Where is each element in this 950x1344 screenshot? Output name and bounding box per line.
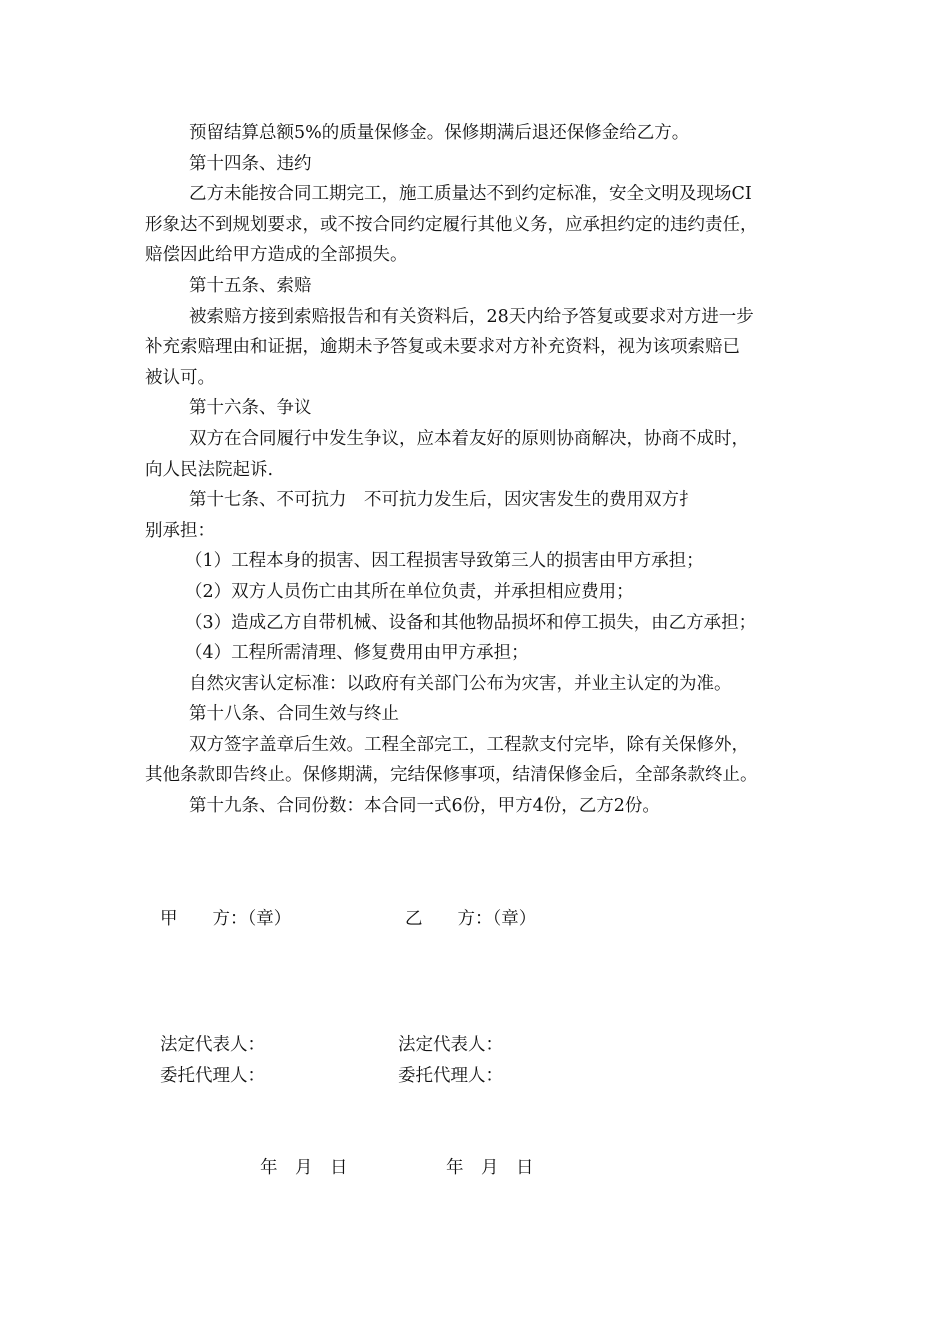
paragraph-line: 补充索赔理由和证据，逾期未予答复或未要求对方补充资料，视为该项索赔已 xyxy=(145,337,740,358)
paragraph-line: 双方签字盖章后生效。工程全部完工，工程款支付完毕，除有关保修外， xyxy=(189,734,749,755)
paragraph-line: 赔偿因此给甲方造成的全部损失。 xyxy=(145,245,408,266)
paragraph-line: 其他条款即告终止。保修期满，完结保修事项，结清保修金后，全部条款终止。 xyxy=(145,765,758,786)
list-item: （4）工程所需清理、修复费用由甲方承担； xyxy=(185,643,529,664)
paragraph-line: 自然灾害认定标准：以政府有关部门公布为灾害，并业主认定的为准。 xyxy=(189,673,732,694)
paragraph-line: 被索赔方接到索赔报告和有关资料后，28天内给予答复或要求对方进一步 xyxy=(189,306,754,327)
paragraph-line: 乙方未能按合同工期完工，施工质量达不到约定标准，安全文明及现场CI xyxy=(189,184,752,205)
list-item: （2）双方人员伤亡由其所在单位负责，并承担相应费用； xyxy=(185,581,634,602)
article-14-heading: 第十四条、违约 xyxy=(189,153,312,174)
paragraph-line: 被认可。 xyxy=(145,367,215,388)
article-18-heading: 第十八条、合同生效与终止 xyxy=(189,704,399,725)
party-b-authorized-agent: 委托代理人： xyxy=(398,1066,503,1086)
paragraph-line: 形象达不到规划要求，或不按合同约定履行其他义务，应承担约定的违约责任， xyxy=(145,214,758,235)
article-16-heading: 第十六条、争议 xyxy=(189,398,312,419)
party-a-date: 年 月 日 xyxy=(260,1158,348,1178)
article-19-line: 第十九条、合同份数：本合同一式6份，甲方4份，乙方2份。 xyxy=(189,796,660,817)
list-item: （1）工程本身的损害、因工程损害导致第三人的损害由甲方承担； xyxy=(185,551,704,572)
party-b-seal-label: 乙 方：（章） xyxy=(405,909,537,929)
party-b-legal-representative: 法定代表人： xyxy=(398,1035,503,1055)
paragraph-line: 别承担： xyxy=(145,520,215,541)
party-a-authorized-agent: 委托代理人： xyxy=(160,1066,265,1086)
paragraph-line: 向人民法院起诉. xyxy=(145,459,274,480)
party-b-date: 年 月 日 xyxy=(446,1158,534,1178)
list-item: （3）造成乙方自带机械、设备和其他物品损坏和停工损失，由乙方承担； xyxy=(185,612,757,633)
party-a-legal-representative: 法定代表人： xyxy=(160,1035,265,1055)
article-15-heading: 第十五条、索赔 xyxy=(189,275,312,296)
contract-body xyxy=(145,118,825,822)
party-a-seal-label: 甲 方：（章） xyxy=(160,909,292,929)
article-17-heading: 第十七条、不可抗力 不可抗力发生后，因灾害发生的费用双方扌 xyxy=(189,490,697,511)
paragraph-line: 双方在合同履行中发生争议，应本着友好的原则协商解决，协商不成时， xyxy=(189,428,749,449)
paragraph-line: 预留结算总额5%的质量保修金。保修期满后退还保修金给乙方。 xyxy=(189,123,690,143)
